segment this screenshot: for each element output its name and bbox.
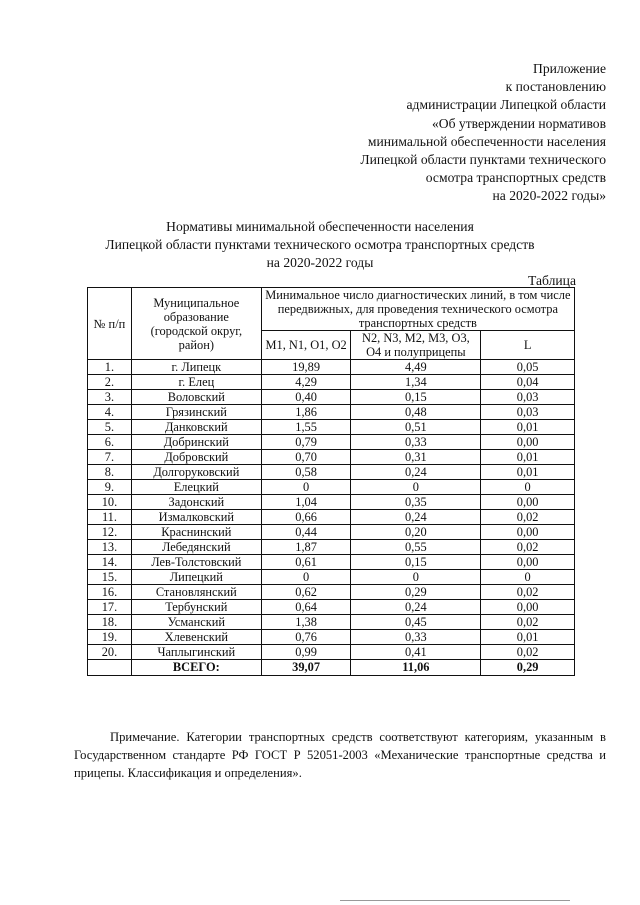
row-l-value: 0,00 [481,495,575,510]
header-col-m1: M1, N1, O1, O2 [261,331,351,360]
total-num-cell [88,660,132,676]
row-m1-value: 1,86 [261,405,351,420]
header-col-n2: N2, N3, M2, M3, O3, O4 и полуприцепы [351,331,481,360]
title-line: на 2020-2022 годы [266,255,374,270]
row-m1-value: 4,29 [261,375,351,390]
row-num: 2. [88,375,132,390]
row-l-value: 0,02 [481,585,575,600]
row-municipality: Задонский [131,495,261,510]
row-n2-value: 0,15 [351,390,481,405]
row-num: 1. [88,360,132,375]
row-l-value: 0,03 [481,390,575,405]
table-row [88,570,575,585]
row-l-value: 0,01 [481,465,575,480]
row-n2-value: 1,34 [351,375,481,390]
appendix-line: Липецкой области пунктами технического [360,152,606,168]
row-num: 13. [88,540,132,555]
header-municipality: Муниципальное образование (городской округ, район) [131,288,261,360]
total-row [88,660,575,676]
header-col-l: L [481,331,575,360]
row-n2-value: 0,29 [351,585,481,600]
row-l-value: 0,00 [481,525,575,540]
total-label: ВСЕГО: [131,660,261,676]
row-municipality: Измалковский [131,510,261,525]
row-m1-value: 1,87 [261,540,351,555]
row-num: 9. [88,480,132,495]
row-num: 19. [88,630,132,645]
table-row [88,405,575,420]
row-l-value: 0,00 [481,600,575,615]
row-l-value: 0,02 [481,540,575,555]
row-municipality: Хлевенский [131,630,261,645]
table-row [88,630,575,645]
row-municipality: Тербунский [131,600,261,615]
row-num: 15. [88,570,132,585]
row-n2-value: 0,24 [351,465,481,480]
row-m1-value: 0,66 [261,510,351,525]
header-group: Минимальное число диагностических линий, в том числе передвижных, для проведения технического осмотра транспортных средств [261,288,574,331]
row-municipality: Добровский [131,450,261,465]
row-municipality: Становлянский [131,585,261,600]
title-line: Липецкой области пунктами технического осмотра транспортных средств [105,237,535,252]
row-municipality: Елецкий [131,480,261,495]
row-m1-value: 0,44 [261,525,351,540]
row-l-value: 0,05 [481,360,575,375]
row-m1-value: 0,62 [261,585,351,600]
appendix-header [306,60,606,206]
row-num: 10. [88,495,132,510]
row-num: 14. [88,555,132,570]
table-row [88,450,575,465]
document-title [70,218,570,272]
row-municipality: Данковский [131,420,261,435]
title-line: Нормативы минимальной обеспеченности населения [166,219,474,234]
table-row [88,510,575,525]
row-municipality: г. Липецк [131,360,261,375]
row-municipality: Краснинский [131,525,261,540]
row-municipality: Лев-Толстовский [131,555,261,570]
header-num: № п/п [88,288,132,360]
row-n2-value: 0,24 [351,600,481,615]
row-m1-value: 1,38 [261,615,351,630]
row-m1-value: 0,40 [261,390,351,405]
appendix-line: к постановлению [505,79,606,95]
appendix-line: на 2020-2022 годы» [492,188,606,204]
row-l-value: 0,02 [481,510,575,525]
row-municipality: г. Елец [131,375,261,390]
row-n2-value: 0,33 [351,435,481,450]
row-num: 17. [88,600,132,615]
table-row [88,480,575,495]
total-m1: 39,07 [261,660,351,676]
row-m1-value: 0,99 [261,645,351,660]
row-n2-value: 0,48 [351,405,481,420]
row-municipality: Лебедянский [131,540,261,555]
appendix-line: минимальной обеспеченности населения [367,133,606,149]
row-municipality: Усманский [131,615,261,630]
row-n2-value: 0,35 [351,495,481,510]
row-municipality: Липецкий [131,570,261,585]
row-l-value: 0,01 [481,450,575,465]
table-row [88,375,575,390]
table-row [88,525,575,540]
table-row [88,435,575,450]
row-l-value: 0,01 [481,420,575,435]
row-l-value: 0 [481,570,575,585]
row-num: 5. [88,420,132,435]
row-m1-value: 1,55 [261,420,351,435]
row-n2-value: 4,49 [351,360,481,375]
row-m1-value: 0,58 [261,465,351,480]
row-num: 6. [88,435,132,450]
row-n2-value: 0,45 [351,615,481,630]
row-m1-value: 0,70 [261,450,351,465]
table-row [88,390,575,405]
row-num: 16. [88,585,132,600]
row-l-value: 0,02 [481,615,575,630]
row-n2-value: 0 [351,570,481,585]
row-l-value: 0,00 [481,435,575,450]
row-l-value: 0 [481,480,575,495]
footer-divider [340,900,570,901]
row-n2-value: 0,55 [351,540,481,555]
row-m1-value: 0 [261,480,351,495]
appendix-line: Приложение [533,61,606,76]
table-row [88,555,575,570]
row-num: 4. [88,405,132,420]
row-num: 11. [88,510,132,525]
row-m1-value: 19,89 [261,360,351,375]
row-n2-value: 0 [351,480,481,495]
row-municipality: Добринский [131,435,261,450]
total-l: 0,29 [481,660,575,676]
row-l-value: 0,00 [481,555,575,570]
row-m1-value: 0,61 [261,555,351,570]
appendix-line: администрации Липецкой области [406,97,606,113]
table-row [88,600,575,615]
table-row [88,540,575,555]
table-body [88,360,575,676]
table-row [88,645,575,660]
table-row [88,615,575,630]
row-m1-value: 0 [261,570,351,585]
row-num: 8. [88,465,132,480]
row-l-value: 0,04 [481,375,575,390]
row-n2-value: 0,24 [351,510,481,525]
row-n2-value: 0,51 [351,420,481,435]
table-row [88,585,575,600]
row-n2-value: 0,20 [351,525,481,540]
row-n2-value: 0,41 [351,645,481,660]
table-row [88,420,575,435]
total-n2: 11,06 [351,660,481,676]
table-row [88,495,575,510]
norms-table [87,287,575,676]
row-num: 7. [88,450,132,465]
row-municipality: Чаплыгинский [131,645,261,660]
row-municipality: Грязинский [131,405,261,420]
row-m1-value: 0,79 [261,435,351,450]
row-l-value: 0,01 [481,630,575,645]
table-row [88,465,575,480]
row-municipality: Долгоруковский [131,465,261,480]
table-caption: Таблица [528,273,576,288]
row-num: 18. [88,615,132,630]
appendix-line: «Об утверждении нормативов [431,115,606,131]
note-paragraph: Примечание. Категории транспортных средств соответствуют категориям, указанным в Государственном стандарте РФ ГОСТ Р 52051-2003 «Механические транспортные средства и прицепы. Классификация и определения». [74,730,606,780]
row-num: 3. [88,390,132,405]
row-m1-value: 0,76 [261,630,351,645]
row-n2-value: 0,33 [351,630,481,645]
row-n2-value: 0,31 [351,450,481,465]
row-num: 12. [88,525,132,540]
row-l-value: 0,03 [481,405,575,420]
appendix-line: осмотра транспортных средств [425,170,606,186]
row-num: 20. [88,645,132,660]
table-row [88,360,575,375]
row-l-value: 0,02 [481,645,575,660]
row-m1-value: 1,04 [261,495,351,510]
row-municipality: Воловский [131,390,261,405]
row-m1-value: 0,64 [261,600,351,615]
row-n2-value: 0,15 [351,555,481,570]
